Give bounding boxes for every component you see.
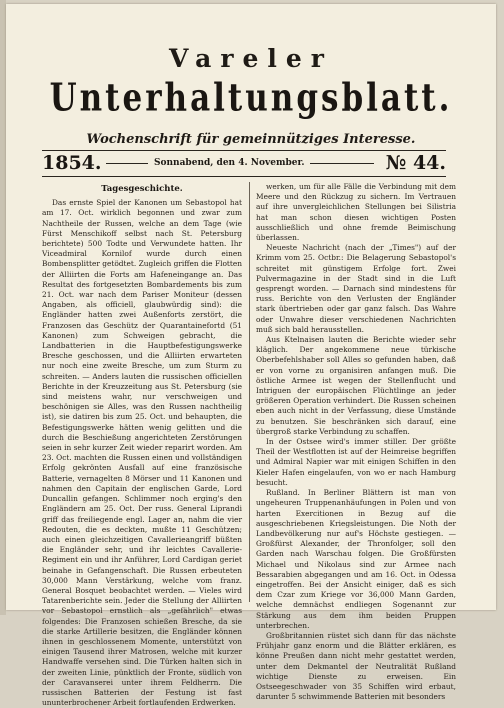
right-column [256,182,456,702]
paragraph: In der Ostsee wird's immer stiller. Der größte Theil der Westflotten ist auf der Heimreise begriffen und Admiral Napier war mit einigen Schiffen in den Kieler Hafen eingelaufen, von wo er nach Hamburg besucht. [256,437,456,487]
masthead-title: Unterhaltungsblatt. [49,75,453,121]
newspaper-page [6,4,496,708]
left-column [42,182,242,708]
column-divider [249,182,250,602]
dateline [42,152,446,174]
dateline-ornament-left [106,163,148,164]
dateline-ornament-right [310,163,374,164]
issue-number: № 44. [385,152,446,174]
paragraph: Rußland. In Berliner Blättern ist man von ungeheuren Truppenanhäufungen in Polen und von harten Exercitionen in Bezug auf die ausgeschriebenen Kriegsleistungen. Die Noth der Landbevölkerung nur auf's Höchste gestiegen. — Großfürst Alexander, der Thronfolger, soll den Garden nach Warschau folgen. Die Großfürsten Michael und Nikolaus sind zur Armee nach Bessarabien abgegangen und am 16. Oct. in Odessa eingetroffen. Bei der Ansicht einiger, daß es sich dem Czar zum Kriege vor 36,000 Mann Garden, welche demnächst endliegen Sogenannt zur Stärkung aus dem ihm beiden Pruppen unterbrechen. [256,488,456,630]
paragraph: Neueste Nachricht (nach der „Times") auf der Krimm vom 25. Octbr.: Die Belagerung Sebastopol's schreitet mit günstigem Erfolge fort. Zwei Pulvermagazine in der Stadt sind in die Luft gesprengt worden. — Darnach sind mindestens für russ. Berichte von den Verlusten der Engländer stark übertrieben oder gar ganz falsch. Das Wahre oder Unwahre dieser verschiedenen Nachrichten muß sich bald herausstellen. [256,243,456,334]
paragraph: werken, um für alle Fälle die Verbindung mit dem Meere und den Rückzug zu sichern. Im Vertrauen auf ihre unvergleichlichen Stellungen bei Silistria hat man schon diesen wichtigen Posten ausschließlich und ohne fremde Beimischung überlassen. [256,182,456,243]
paragraph: Großbritannien rüstet sich dann für das nächste Frühjahr ganz enorm und die Blätter erklären, es könne Preußen dann nicht mehr gestattet werden, unter dem Dekmantel der Neutralität Rußland wichtige Dienste zu erweisen. Ein Ostseegeschwader von 35 Schiffen wird erbaut, darunter 5 schwimmende Batterien mit besonders [256,630,456,702]
paragraph: Das ernste Spiel der Kanonen um Sebastopol hat am 17. Oct. wirklich begonnen und zwar zum Nachtheile der Russen, welche an dem Tage (wie Fürst Menschikoff selbst nach St. Petersburg berichtete) 500 Todte und Verwundete hatten. Ihr Viceadmiral Kornilof wurde durch einen Bombensplitter getödtet. Zugleich griffen die Flotten der Alliirten die Forts am Hafeneingange an. Das Resultat des fortgesetzten Bombardements bis zum 21. Oct. war nach dem Pariser Moniteur (dessen Angaben, als officiell, glaubwürdig sind): die Engländer hatten zwei Außenforts zerstört, die Franzosen das Geschütz der Quarantainefortd (51 Kanonen) zum Schweigen gebracht, die Landbatterien in die Hauptbefestigungswerke Bresche geschossen, und die Alliirten erwarteten nur noch eine zweite Bresche, um zum Sturm zu schreiten. — Anders lauten die russischen officiellen Berichte in der Kreuzzeitung aus St. Petersburg (sie sind meistens wahr, nur verschweigen und beschönigen sie Alles, was den Russen nachtheilig ist), sie datiren bis zum 25. Oct. und behaupten, die Befestigungswerke hätten wenig gelitten und die durch die Beschießung angerichteten Zerstörungen seien in sehr kurzer Zeit wieder reparirt worden. Am 23. Oct. machten die Russen einen und vollständigen Erfolg gekrönten Ausfall auf eine französische Batterie, vernagelten 8 Mörser und 11 Kanonen und nahmen den Capitain der englischen Garde, Lord Duncallin gefangen. Schlimmer noch erging's den Engländern am 25. Oct. Der russ. General Liprandi griff das freiliegende engl. Lager an, nahm die vier Redouten, die es deckten, mußte 11 Geschützen; auch einen gleichzeitigen Cavallerieangriff büßten die Engländer sehr, und ihr leichtes Cavallerie-Regiment ein und ihr Anführer, Lord Cardigan geriet beinahe in Gefangenschaft. Die Russen erbeuteten 30,000 Mann Verstärkung, welche vom franz. General Bosquet beobachtet werden. — Vieles wird Tatarenberichte sein. Jeder die Stellung der Alliirten vor Sebastopol ernstlich als „gefährlich" etwas folgendes: Die Franzosen schießen Bresche, da sie die starke Artillerie besitzen, die Engländer können ihnen in geschlossenem Momente, unterstützt von einigen Tausend ihrer Matrosen, welche mit kurzer Handwaffe versehen sind. Die Türken halten sich in der zweiten Linie, pünktlich der Fronte, südlich von der Caravanserei unter ihrem Feldherrn. Die russischen Batterien der Festung ist fast ununterbrochener Arbeit fortlaufenden Erdwerken. [42,198,242,708]
date: Sonnabend, den 4. November. [154,158,305,168]
masthead-top: Vareler [169,44,333,73]
masthead-subtitle: Wochenschrift für gemeinnütziges Interesse. [86,132,416,147]
year: 1854. [42,152,102,174]
section-heading: Tagesgeschichte. [101,184,183,194]
paragraph: Aus Ktelnaisen lauten die Berichte wieder sehr kläglich. Der angekommene neue türkische Oberbefehlshaber soll Alles so gefunden haben, daß er von vorne zu organisiren anfangen muß. Die östliche Armee ist wegen der Stellenflucht und Intriguen der europäischen Flüchtlinge an jeder größeren Operation verhindert. Die Russen scheinen eben auch nicht in der Verfassung, diese Umstände zu benutzen. Sie beschränken sich darauf, eine übergroß starke Verbindung zu schaffen. [256,335,456,436]
dateline-bottom-rule [42,176,446,177]
dateline-top-rule [42,150,446,151]
